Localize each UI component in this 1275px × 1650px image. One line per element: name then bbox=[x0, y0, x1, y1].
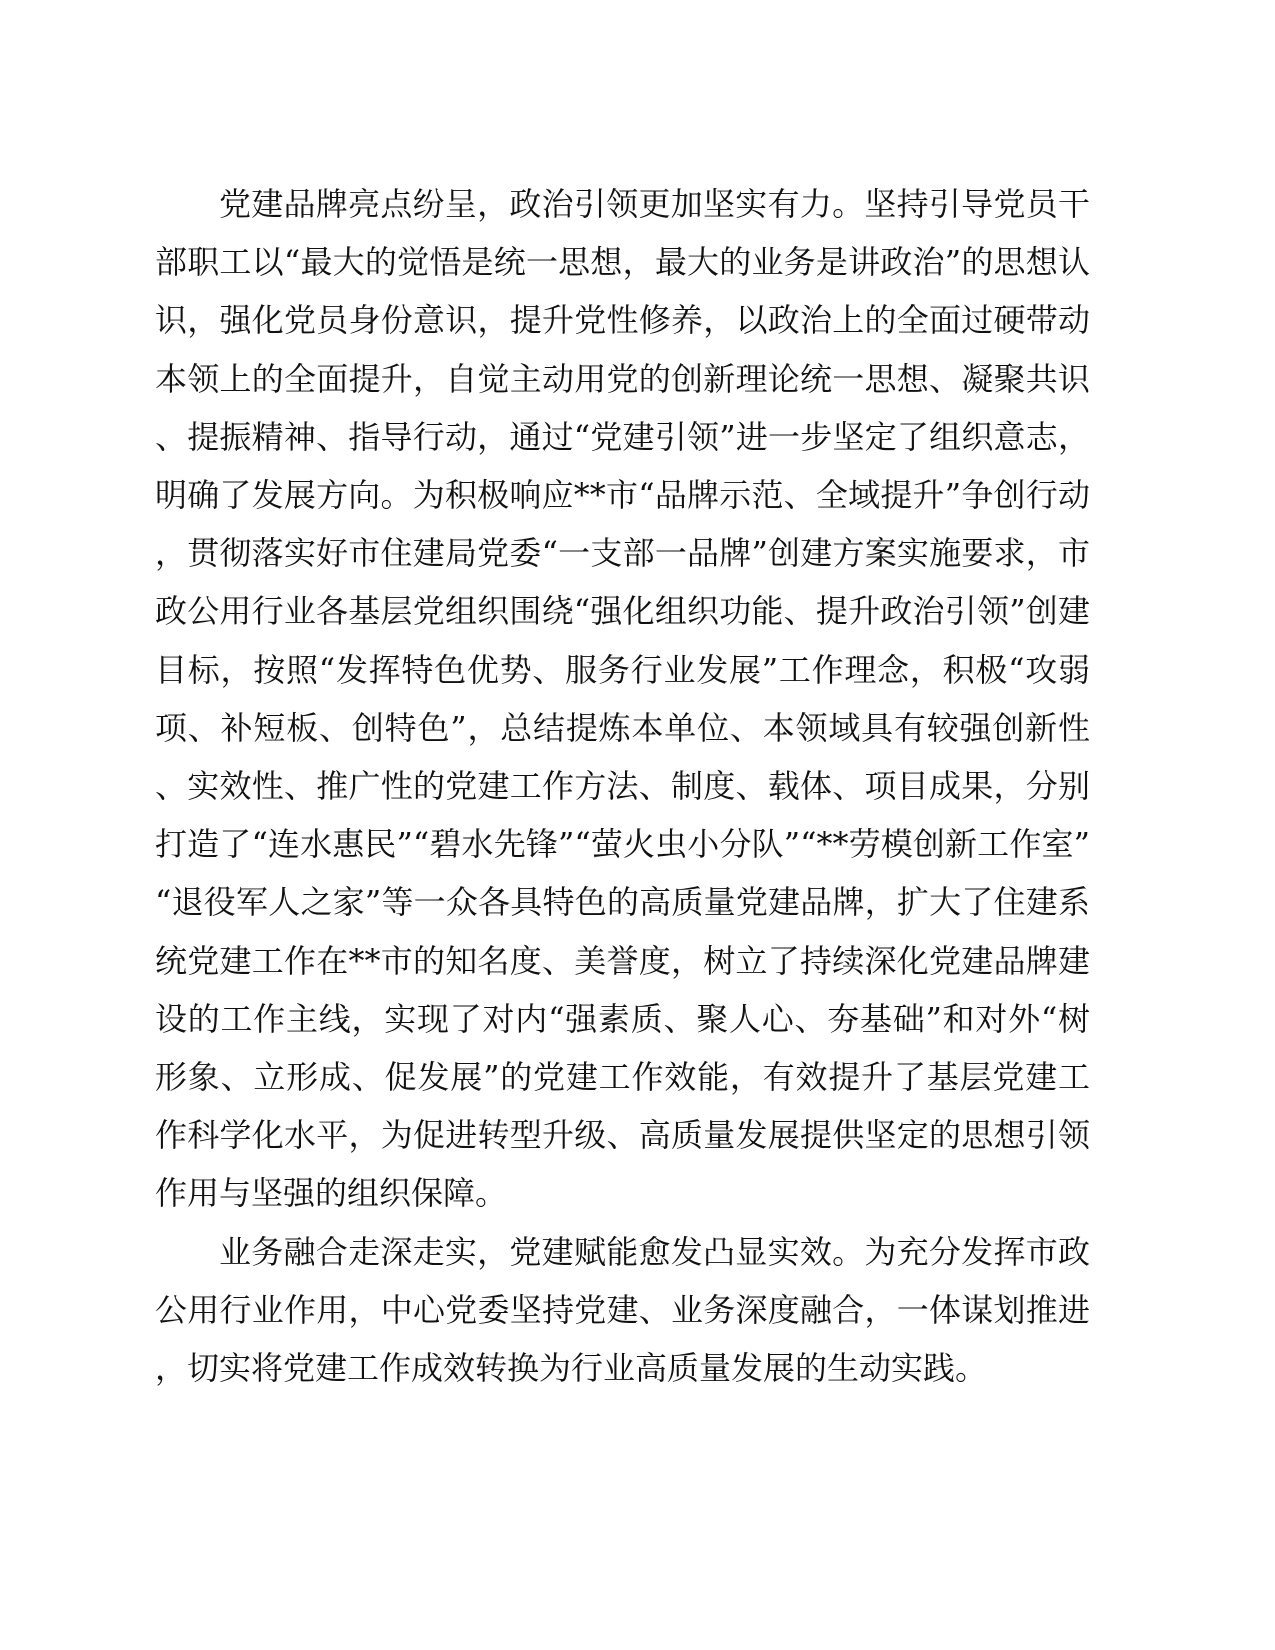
document-body bbox=[155, 175, 1090, 1397]
paragraph-business-integration: 业务融合走深走实，党建赋能愈发凸显实效。为充分发挥市政公用行业作用，中心党委坚持党建、业务深度融合，一体谋划推进，切实将党建工作成效转换为行业高质量发展的生动实践。 bbox=[155, 1232, 1090, 1388]
paragraph-party-brand: 党建品牌亮点纷呈，政治引领更加坚实有力。坚持引导党员干部职工以“最大的觉悟是统一思想，最大的业务是讲政治”的思想认识，强化党员身份意识，提升党性修养，以政治上的全面过硬带动本领上的全面提升，自觉主动用党的创新理论统一思想、凝聚共识、提振精神、指导行动，通过“党建引领”进一步坚定了组织意志，明确了发展方向。为积极响应**市“品牌示范、全域提升”争创行动，贯彻落实好市住建局党委“一支部一品牌”创建方案实施要求，市政公用行业各基层党组织围绕“强化组织功能、提升政治引领”创建目标，按照“发挥特色优势、服务行业发展”工作理念，积极“攻弱项、补短板、创特色”，总结提炼本单位、本领域具有较强创新性、实效性、推广性的党建工作方法、制度、载体、项目成果，分别打造了“连水惠民”“碧水先锋”“萤火虫小分队”“**劳模创新工作室”“退役军人之家”等一众各具特色的高质量党建品牌，扩大了住建系统党建工作在**市的知名度、美誉度，树立了持续深化党建品牌建设的工作主线，实现了对内“强素质、聚人心、夯基础”和对外“树形象、立形成、促发展”的党建工作效能，有效提升了基层党建工作科学化水平，为促进转型升级、高质量发展提供坚定的思想引领作用与坚强的组织保障。 bbox=[155, 185, 1090, 1213]
